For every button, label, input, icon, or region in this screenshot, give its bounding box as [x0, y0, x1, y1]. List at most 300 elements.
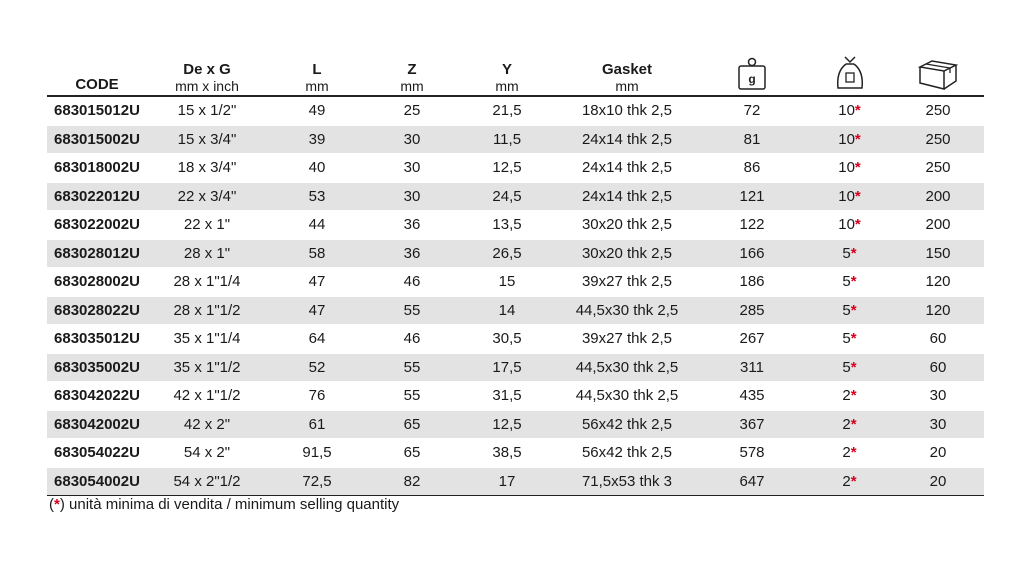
cell-g — [697, 154, 807, 183]
cell-g-value: 578 — [739, 444, 765, 462]
cell-bag — [807, 211, 892, 240]
cell-code-value: 683042002U — [54, 415, 140, 433]
cell-dexg — [147, 439, 267, 468]
cell-dexg — [147, 382, 267, 411]
cell-dexg — [147, 125, 267, 154]
cell-l — [267, 353, 367, 382]
cell-g-value: 367 — [739, 415, 765, 433]
header-z-title: Z — [407, 61, 417, 78]
cell-l — [267, 268, 367, 297]
cell-bag-value: 2 — [842, 387, 851, 405]
cell-code — [47, 467, 147, 496]
footnote-text: unità minima di vendita / minimum selling quantity — [64, 496, 400, 513]
cell-dexg — [147, 410, 267, 439]
cell-y — [457, 182, 557, 211]
cell-bag — [807, 296, 892, 325]
header-weight — [697, 54, 807, 96]
cell-box-value: 250 — [925, 102, 951, 120]
cell-y — [457, 239, 557, 268]
cell-dexg-value: 28 x 1"1/4 — [173, 273, 241, 291]
cell-z — [367, 182, 457, 211]
min-qty-asterisk: * — [850, 358, 857, 376]
min-qty-asterisk: * — [854, 159, 861, 177]
footnote — [49, 496, 399, 513]
cell-box-value: 150 — [925, 244, 951, 262]
cell-l — [267, 467, 367, 496]
cell-code-value: 683015002U — [54, 130, 140, 148]
footnote-open-paren: ( — [49, 496, 54, 513]
cell-y — [457, 325, 557, 354]
cell-l-value: 91,5 — [302, 444, 332, 462]
min-qty-asterisk: * — [850, 415, 857, 433]
cell-box-value: 60 — [929, 358, 947, 376]
cell-y-value: 12,5 — [492, 159, 522, 177]
cell-box-value: 200 — [925, 216, 951, 234]
cell-y-value: 17,5 — [492, 358, 522, 376]
cell-y-value: 12,5 — [492, 415, 522, 433]
cell-code-value: 683015012U — [54, 102, 140, 120]
cell-box — [892, 296, 984, 325]
cell-dexg-value: 54 x 2" — [183, 444, 231, 462]
header-l — [267, 54, 367, 96]
cell-gasket — [557, 154, 697, 183]
cell-y-value: 38,5 — [492, 444, 522, 462]
cell-dexg-value: 42 x 1"1/2 — [173, 387, 241, 405]
box-icon — [918, 59, 958, 91]
min-qty-asterisk: * — [850, 387, 857, 405]
cell-g — [697, 211, 807, 240]
table-row — [47, 211, 984, 240]
cell-code-value: 683035002U — [54, 358, 140, 376]
cell-box-value: 20 — [929, 472, 947, 490]
table-row — [47, 325, 984, 354]
cell-box — [892, 439, 984, 468]
cell-l — [267, 382, 367, 411]
cell-gasket-value: 39x27 thk 2,5 — [581, 273, 673, 291]
table-row — [47, 439, 984, 468]
cell-box-value: 20 — [929, 444, 947, 462]
cell-dexg-value: 54 x 2"1/2 — [173, 472, 241, 490]
cell-dexg-value: 35 x 1"1/4 — [173, 330, 241, 348]
cell-gasket-value: 30x20 thk 2,5 — [581, 244, 673, 262]
cell-z-value: 36 — [403, 244, 421, 262]
cell-z-value: 82 — [403, 472, 421, 490]
cell-gasket — [557, 353, 697, 382]
cell-z — [367, 467, 457, 496]
cell-gasket-value: 18x10 thk 2,5 — [581, 102, 673, 120]
min-qty-asterisk: * — [850, 244, 857, 262]
cell-bag-value: 5 — [842, 301, 851, 319]
cell-g — [697, 182, 807, 211]
cell-l-value: 47 — [308, 301, 326, 319]
table-row — [47, 125, 984, 154]
cell-dexg-value: 35 x 1"1/2 — [173, 358, 241, 376]
cell-l — [267, 211, 367, 240]
header-dexg — [147, 54, 267, 96]
cell-z-value: 25 — [403, 102, 421, 120]
cell-z — [367, 439, 457, 468]
cell-z — [367, 239, 457, 268]
cell-gasket — [557, 439, 697, 468]
cell-g — [697, 296, 807, 325]
cell-l-value: 47 — [308, 273, 326, 291]
table-row — [47, 154, 984, 183]
cell-code-value: 683042022U — [54, 387, 140, 405]
cell-g-value: 267 — [739, 330, 765, 348]
cell-z — [367, 125, 457, 154]
cell-y — [457, 382, 557, 411]
cell-dexg-value: 28 x 1" — [183, 244, 231, 262]
header-dexg-unit: mm x inch — [175, 78, 239, 94]
header-gasket-title: Gasket — [601, 61, 653, 78]
header-y-title: Y — [501, 61, 512, 78]
cell-code — [47, 239, 147, 268]
cell-y-value: 14 — [498, 301, 516, 319]
cell-box — [892, 410, 984, 439]
table-row — [47, 382, 984, 411]
cell-l — [267, 239, 367, 268]
min-qty-asterisk: * — [850, 444, 857, 462]
cell-g — [697, 353, 807, 382]
product-table — [47, 54, 984, 496]
cell-bag-value: 10 — [838, 216, 855, 234]
cell-box-value: 250 — [925, 159, 951, 177]
cell-box — [892, 467, 984, 496]
cell-dexg — [147, 182, 267, 211]
footnote-close-paren: ) — [59, 496, 65, 513]
min-qty-asterisk: * — [854, 130, 861, 148]
cell-box — [892, 382, 984, 411]
cell-box-value: 120 — [925, 301, 951, 319]
header-gasket — [557, 54, 697, 96]
cell-g-value: 647 — [739, 472, 765, 490]
cell-code — [47, 382, 147, 411]
cell-l — [267, 96, 367, 125]
cell-y — [457, 211, 557, 240]
cell-box — [892, 268, 984, 297]
cell-bag — [807, 125, 892, 154]
cell-dexg-value: 18 x 3/4" — [177, 159, 237, 177]
cell-bag — [807, 410, 892, 439]
bag-icon — [835, 55, 865, 91]
footnote-asterisk: * — [54, 496, 60, 513]
cell-z — [367, 410, 457, 439]
cell-bag-value: 10 — [838, 187, 855, 205]
cell-y — [457, 439, 557, 468]
cell-dexg-value: 42 x 2" — [183, 415, 231, 433]
cell-g-value: 81 — [743, 130, 761, 148]
cell-gasket — [557, 410, 697, 439]
cell-bag-value: 5 — [842, 330, 851, 348]
cell-box-value: 30 — [929, 387, 947, 405]
cell-y — [457, 296, 557, 325]
cell-z — [367, 211, 457, 240]
cell-bag-value: 5 — [842, 244, 851, 262]
cell-bag-value: 10 — [838, 159, 855, 177]
cell-gasket — [557, 382, 697, 411]
header-code — [47, 54, 147, 96]
cell-y — [457, 96, 557, 125]
table-row — [47, 182, 984, 211]
min-qty-asterisk: * — [854, 102, 861, 120]
cell-bag-value: 5 — [842, 358, 851, 376]
cell-z — [367, 296, 457, 325]
cell-y-value: 31,5 — [492, 387, 522, 405]
cell-code-value: 683022002U — [54, 216, 140, 234]
cell-g-value: 166 — [739, 244, 765, 262]
cell-y-value: 26,5 — [492, 244, 522, 262]
cell-g-value: 122 — [739, 216, 765, 234]
cell-y — [457, 410, 557, 439]
cell-z — [367, 268, 457, 297]
cell-code-value: 683028022U — [54, 301, 140, 319]
cell-z-value: 30 — [403, 130, 421, 148]
cell-code — [47, 439, 147, 468]
cell-code-value: 683018002U — [54, 159, 140, 177]
cell-z — [367, 353, 457, 382]
header-y — [457, 54, 557, 96]
header-l-unit: mm — [305, 78, 329, 94]
cell-dexg — [147, 96, 267, 125]
cell-box — [892, 353, 984, 382]
cell-code — [47, 325, 147, 354]
cell-dexg-value: 15 x 1/2" — [177, 102, 237, 120]
cell-box — [892, 211, 984, 240]
cell-g — [697, 467, 807, 496]
cell-gasket-value: 44,5x30 thk 2,5 — [575, 358, 679, 376]
table-row — [47, 467, 984, 496]
cell-g-value: 186 — [739, 273, 765, 291]
cell-g-value: 311 — [740, 358, 764, 376]
min-qty-asterisk: * — [854, 216, 861, 234]
cell-g — [697, 439, 807, 468]
cell-gasket — [557, 96, 697, 125]
cell-code — [47, 268, 147, 297]
cell-z — [367, 154, 457, 183]
min-qty-asterisk: * — [850, 330, 857, 348]
cell-g-value: 121 — [739, 187, 765, 205]
cell-bag — [807, 353, 892, 382]
cell-gasket-value: 71,5x53 thk 3 — [581, 472, 673, 490]
cell-l — [267, 125, 367, 154]
cell-box — [892, 154, 984, 183]
cell-gasket-value: 39x27 thk 2,5 — [581, 330, 673, 348]
cell-z-value: 30 — [403, 187, 421, 205]
cell-z — [367, 382, 457, 411]
cell-l-value: 64 — [308, 330, 326, 348]
cell-y — [457, 353, 557, 382]
cell-l-value: 44 — [308, 216, 326, 234]
table-row — [47, 296, 984, 325]
cell-bag — [807, 325, 892, 354]
cell-gasket-value: 30x20 thk 2,5 — [581, 216, 673, 234]
cell-gasket-value: 44,5x30 thk 2,5 — [575, 387, 679, 405]
cell-dexg — [147, 268, 267, 297]
cell-y-value: 30,5 — [492, 330, 522, 348]
cell-z-value: 36 — [403, 216, 421, 234]
cell-g — [697, 325, 807, 354]
cell-bag — [807, 239, 892, 268]
cell-l — [267, 325, 367, 354]
cell-z — [367, 96, 457, 125]
header-y-unit: mm — [495, 78, 519, 94]
cell-box-value: 60 — [929, 330, 947, 348]
cell-gasket — [557, 211, 697, 240]
cell-g — [697, 410, 807, 439]
cell-code-value: 683022012U — [54, 187, 140, 205]
cell-code — [47, 410, 147, 439]
cell-l-value: 58 — [308, 244, 326, 262]
cell-box — [892, 96, 984, 125]
cell-dexg-value: 15 x 3/4" — [177, 130, 237, 148]
header-bag — [807, 54, 892, 96]
cell-z — [367, 325, 457, 354]
cell-bag-value: 2 — [842, 415, 851, 433]
cell-bag-value: 2 — [842, 444, 851, 462]
cell-z-value: 55 — [403, 387, 421, 405]
cell-bag — [807, 96, 892, 125]
cell-l — [267, 296, 367, 325]
cell-box-value: 250 — [925, 130, 951, 148]
cell-g-value: 72 — [743, 102, 761, 120]
cell-bag-value: 10 — [838, 130, 855, 148]
cell-y — [457, 467, 557, 496]
cell-z-value: 46 — [403, 273, 421, 291]
cell-gasket-value: 24x14 thk 2,5 — [581, 187, 673, 205]
cell-bag — [807, 382, 892, 411]
cell-l-value: 76 — [308, 387, 326, 405]
min-qty-asterisk: * — [850, 273, 857, 291]
cell-g — [697, 239, 807, 268]
cell-dexg — [147, 467, 267, 496]
cell-gasket-value: 24x14 thk 2,5 — [581, 130, 673, 148]
header-z — [367, 54, 457, 96]
cell-l-value: 53 — [308, 187, 326, 205]
weight-icon — [737, 57, 767, 91]
cell-gasket — [557, 467, 697, 496]
cell-gasket-value: 56x42 thk 2,5 — [581, 444, 673, 462]
cell-code-value: 683028012U — [54, 244, 140, 262]
cell-dexg-value: 22 x 1" — [183, 216, 231, 234]
cell-y-value: 15 — [498, 273, 516, 291]
cell-bag-value: 10 — [838, 102, 855, 120]
cell-z-value: 65 — [403, 415, 421, 433]
min-qty-asterisk: * — [854, 187, 861, 205]
cell-g-value: 285 — [739, 301, 765, 319]
cell-l — [267, 154, 367, 183]
min-qty-asterisk: * — [850, 301, 857, 319]
weight-icon-label: g — [748, 72, 756, 86]
cell-box-value: 200 — [925, 187, 951, 205]
cell-box — [892, 182, 984, 211]
table-row — [47, 96, 984, 125]
cell-l-value: 72,5 — [302, 472, 332, 490]
cell-code — [47, 296, 147, 325]
cell-code — [47, 182, 147, 211]
cell-l — [267, 182, 367, 211]
cell-box — [892, 325, 984, 354]
cell-g — [697, 125, 807, 154]
cell-dexg-value: 22 x 3/4" — [177, 187, 237, 205]
cell-dexg — [147, 296, 267, 325]
table-row — [47, 353, 984, 382]
cell-z-value: 30 — [403, 159, 421, 177]
header-code-label: CODE — [75, 76, 119, 93]
cell-l-value: 61 — [308, 415, 326, 433]
cell-bag — [807, 467, 892, 496]
table-header-row — [47, 54, 984, 96]
cell-gasket-value: 44,5x30 thk 2,5 — [575, 301, 679, 319]
cell-gasket-value: 56x42 thk 2,5 — [581, 415, 673, 433]
cell-y-value: 13,5 — [492, 216, 522, 234]
product-table-container — [47, 54, 984, 496]
cell-gasket — [557, 296, 697, 325]
cell-l-value: 49 — [308, 102, 326, 120]
cell-dexg — [147, 154, 267, 183]
header-l-title: L — [312, 61, 322, 78]
cell-y-value: 17 — [498, 472, 516, 490]
cell-gasket — [557, 325, 697, 354]
cell-z-value: 55 — [403, 358, 421, 376]
table-row — [47, 410, 984, 439]
cell-gasket — [557, 182, 697, 211]
cell-bag — [807, 439, 892, 468]
cell-y-value: 24,5 — [492, 187, 522, 205]
header-box — [892, 54, 984, 96]
cell-dexg — [147, 325, 267, 354]
table-row — [47, 239, 984, 268]
cell-l — [267, 410, 367, 439]
cell-y — [457, 268, 557, 297]
cell-g — [697, 382, 807, 411]
cell-y-value: 21,5 — [492, 102, 522, 120]
cell-code-value: 683054002U — [54, 472, 140, 490]
cell-code — [47, 211, 147, 240]
cell-code — [47, 125, 147, 154]
cell-y — [457, 154, 557, 183]
cell-gasket — [557, 125, 697, 154]
cell-gasket-value: 24x14 thk 2,5 — [581, 159, 673, 177]
cell-g-value: 86 — [743, 159, 761, 177]
cell-l-value: 52 — [308, 358, 326, 376]
cell-bag — [807, 154, 892, 183]
header-dexg-title: De x G — [183, 61, 231, 78]
cell-bag-value: 2 — [842, 472, 851, 490]
cell-dexg-value: 28 x 1"1/2 — [173, 301, 241, 319]
cell-box-value: 120 — [925, 273, 951, 291]
cell-z-value: 65 — [403, 444, 421, 462]
cell-bag — [807, 182, 892, 211]
min-qty-asterisk: * — [850, 472, 857, 490]
cell-box — [892, 125, 984, 154]
cell-box — [892, 239, 984, 268]
cell-l-value: 40 — [308, 159, 326, 177]
cell-gasket — [557, 268, 697, 297]
cell-gasket — [557, 239, 697, 268]
cell-code — [47, 96, 147, 125]
cell-g — [697, 268, 807, 297]
table-body — [47, 96, 984, 496]
header-gasket-unit: mm — [615, 78, 639, 94]
cell-dexg — [147, 353, 267, 382]
cell-bag-value: 5 — [842, 273, 851, 291]
cell-z-value: 55 — [403, 301, 421, 319]
table-row — [47, 268, 984, 297]
cell-z-value: 46 — [403, 330, 421, 348]
cell-code-value: 683035012U — [54, 330, 140, 348]
cell-g — [697, 96, 807, 125]
cell-bag — [807, 268, 892, 297]
